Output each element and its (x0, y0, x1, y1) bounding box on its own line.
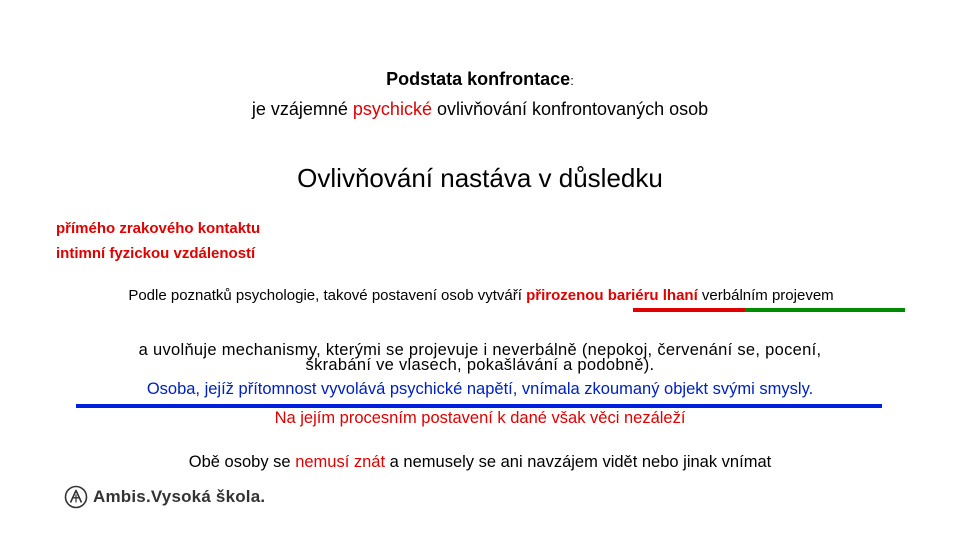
blue-underline-bar (76, 404, 882, 408)
psych-before: Podle poznatků psychologie, takové postavení osob vytváří (128, 287, 527, 304)
psych-bold-red: přirozenou bariéru lhaní (526, 287, 698, 304)
mechanisms-line-1: a uvolňuje mechanismy, kterými se projevuje i neverbálně (nepokoj, červenání se, pocení, (138, 341, 822, 359)
subtitle-before: je vzájemné (251, 99, 353, 119)
subtitle-after: ovlivňování konfrontovaných osob (431, 99, 709, 119)
logo-text: Ambis.Vysoká škola. (93, 487, 266, 506)
slide-title (0, 69, 960, 90)
ambis-logo (64, 484, 265, 510)
procesni-statement: Na jejím procesním postavení k dané však věci nezáleží (274, 409, 686, 427)
section-heading: Ovlivňování nastáva v důsledku (297, 163, 663, 193)
bullet-item: přímého zrakového kontaktu (56, 220, 261, 237)
obe-after: a nemusely se ani navzájem vidět nebo jinak vnímat (385, 453, 772, 471)
ambis-logo-icon (64, 485, 88, 509)
psychology-statement (56, 287, 906, 304)
mechanisms-line-2: škrabání ve vlasech, pokašlávání a podobně). (305, 356, 655, 374)
subtitle-red: psychické (352, 99, 432, 119)
obe-red: nemusí znát (295, 453, 386, 471)
bullet-item: intimní fyzickou vzdáleností (56, 245, 256, 262)
osoba-statement: Osoba, jejíž přítomnost vyvolává psychické napětí, vnímala zkoumaný objekt svými smysly. (146, 380, 814, 398)
slide-subtitle (0, 99, 960, 120)
obe-before: Obě osoby se (188, 453, 296, 471)
red-underline-bar (633, 308, 745, 312)
obe-osoby-statement (0, 453, 960, 472)
psych-after: verbálním projevem (697, 287, 834, 304)
title-colon: : (570, 73, 574, 88)
green-underline-bar (745, 308, 905, 312)
title-bold: Podstata konfrontace (386, 69, 571, 89)
